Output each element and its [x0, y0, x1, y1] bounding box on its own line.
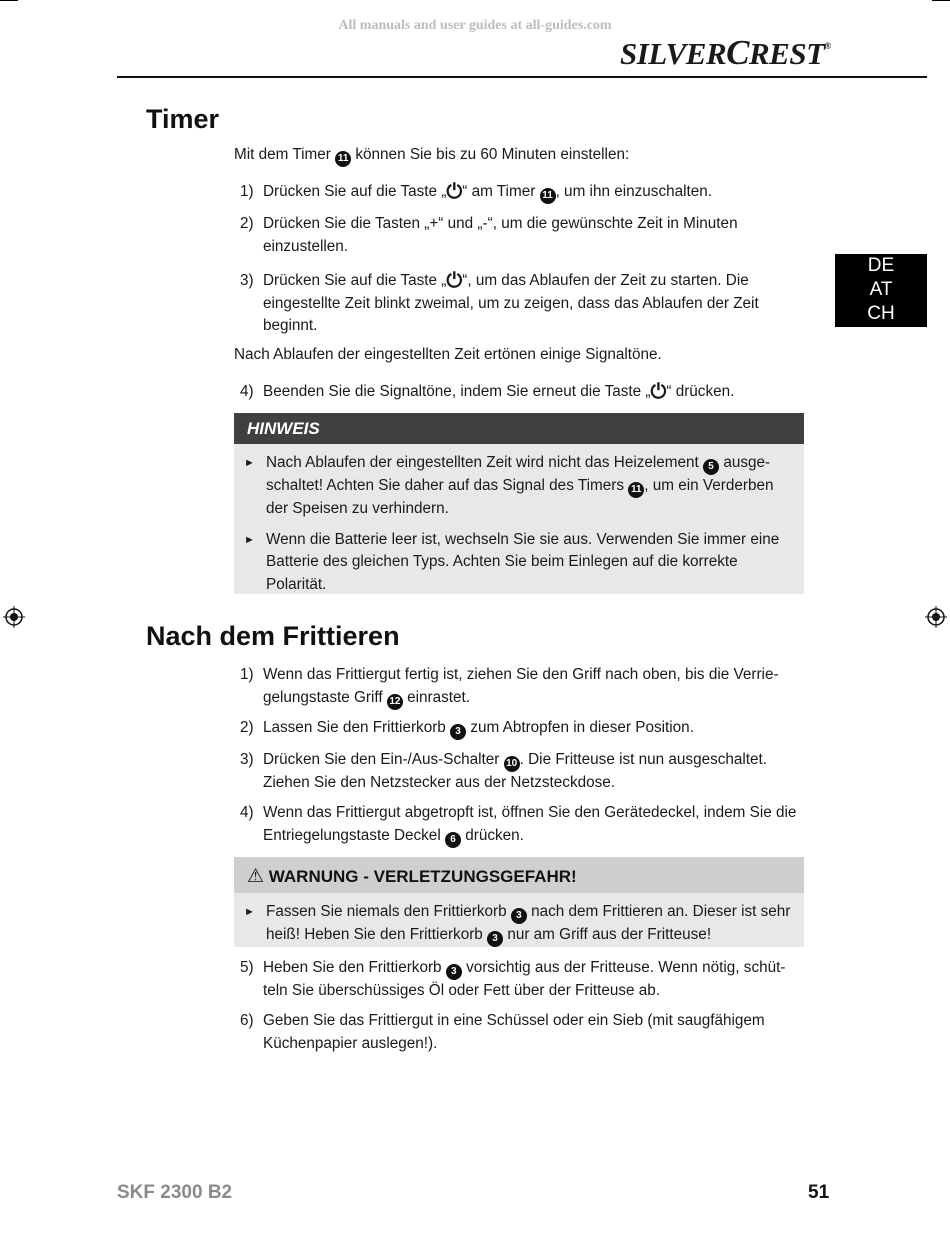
lang-at: AT	[869, 279, 893, 300]
after-step-2: 2) Lassen Sie den Frittierkorb 3 zum Abtropfen in dieser Position.	[240, 717, 805, 740]
timer-after-text: Nach Ablaufen der eingestellten Zeit ertönen einige Signaltöne.	[234, 346, 662, 363]
lang-de: DE	[867, 255, 895, 276]
note-bullet: ► Nach Ablaufen der eingestellten Zeit wird nicht das Heizelement 5 ausge-schaltet! Achten Sie daher auf das Signal des Timers 11 , um ein Verderben der Speisen zu verhindern.	[244, 454, 774, 517]
crop-mark	[932, 0, 950, 1]
ref-number: 3	[446, 964, 462, 980]
ref-number: 3	[450, 724, 466, 740]
warning-box	[234, 857, 804, 947]
timer-step-1: 1) Drücken Sie auf die Taste „⏻“ am Timer 11 , um ihn einzuschalten.	[240, 181, 713, 203]
note-bullet: ► Wenn die Batterie leer ist, wechseln Sie sie aus. Verwenden Sie immer eine Batterie des gleichen Typs. Achten Sie beim Einlegen auf die korrekte Polarität.	[244, 530, 780, 593]
timer-step-2: 2) Drücken Sie die Tasten „+“ und „-“, um die gewünschte Zeit in Minuten einzustellen.	[240, 215, 738, 255]
footer-model: SKF 2300 B2	[117, 1182, 233, 1203]
power-icon: ⏻	[446, 181, 463, 203]
warning-title: ⚠ WARNUNG - VERLETZUNGSGEFAHR!	[234, 857, 804, 893]
after-step-6: 6) Geben Sie das Frittiergut in eine Schüssel oder ein Sieb (mit saugfähigem Küchenpapier auslegen!).	[240, 1012, 765, 1052]
after-step-1: 1) Wenn das Frittiergut fertig ist, ziehen Sie den Griff nach oben, bis die Verrie-gelungstaste Griff 12 einrastet.	[240, 664, 805, 710]
power-icon: ⏻	[650, 381, 667, 403]
after-step-3: 3) Drücken Sie den Ein-/Aus-Schalter 10 . Die Fritteuse ist nun ausgeschaltet. Ziehen Sie den Netzstecker aus der Netzsteckdose.	[240, 751, 768, 791]
registration-mark-icon	[925, 606, 947, 628]
timer-intro: Mit dem Timer 11 können Sie bis zu 60 Minuten einstellen:	[234, 144, 804, 167]
ref-number: 11	[335, 151, 351, 167]
after-step-5: 5) Heben Sie den Frittierkorb 3 vorsichtig aus der Fritteuse. Wenn nötig, schüt-teln Sie überschüssiges Öl oder Fett über der Fritteuse ab.	[240, 959, 786, 999]
timer-step-4: 4) Beenden Sie die Signaltöne, indem Sie erneut die Taste „⏻“ drücken.	[240, 381, 735, 403]
bullet-arrow-icon: ►	[244, 906, 255, 918]
watermark: All manuals and user guides at all-guides.com	[338, 18, 612, 33]
language-tab	[835, 254, 927, 327]
bullet-arrow-icon: ►	[244, 457, 255, 469]
header-rule	[117, 76, 927, 78]
ref-number: 3	[511, 908, 527, 924]
ref-number: 3	[487, 931, 503, 947]
page-number: 51	[808, 1182, 830, 1203]
warning-triangle-icon: ⚠	[247, 866, 265, 887]
ref-number: 11	[540, 188, 556, 204]
ref-number: 5	[703, 459, 719, 475]
section-heading-timer: Timer	[146, 104, 220, 134]
note-box	[234, 413, 804, 594]
ref-number: 6	[445, 832, 461, 848]
lang-ch: CH	[867, 303, 895, 324]
ref-number: 10	[504, 756, 520, 772]
warning-bullet: ► Fassen Sie niemals den Frittierkorb 3 nach dem Frittieren an. Dieser ist sehr heiß! Heben Sie den Frittierkorb 3 nur am Griff aus der Fritteuse!	[234, 893, 804, 947]
crop-mark	[0, 0, 18, 1]
bullet-arrow-icon: ►	[244, 533, 255, 546]
after-step-4: 4) Wenn das Frittiergut abgetropft ist, öffnen Sie den Gerätedeckel, indem Sie die Entriegelungstaste Deckel 6 drücken.	[240, 802, 805, 848]
brand-logo: SILVERCREST®	[620, 33, 831, 72]
ref-number: 11	[628, 482, 644, 498]
power-icon: ⏻	[446, 270, 463, 292]
ref-number: 12	[387, 694, 403, 710]
note-title: HINWEIS	[234, 413, 804, 444]
registration-mark-icon	[3, 606, 25, 628]
timer-step-3: 3) Drücken Sie auf die Taste „⏻“, um das Ablaufen der Zeit zu starten. Die eingestellte Zeit blinkt zweimal, um zu zeigen, dass das Ablaufen der Zeit beginnt.	[240, 270, 759, 334]
section-heading-after-frying: Nach dem Frittieren	[146, 621, 400, 651]
